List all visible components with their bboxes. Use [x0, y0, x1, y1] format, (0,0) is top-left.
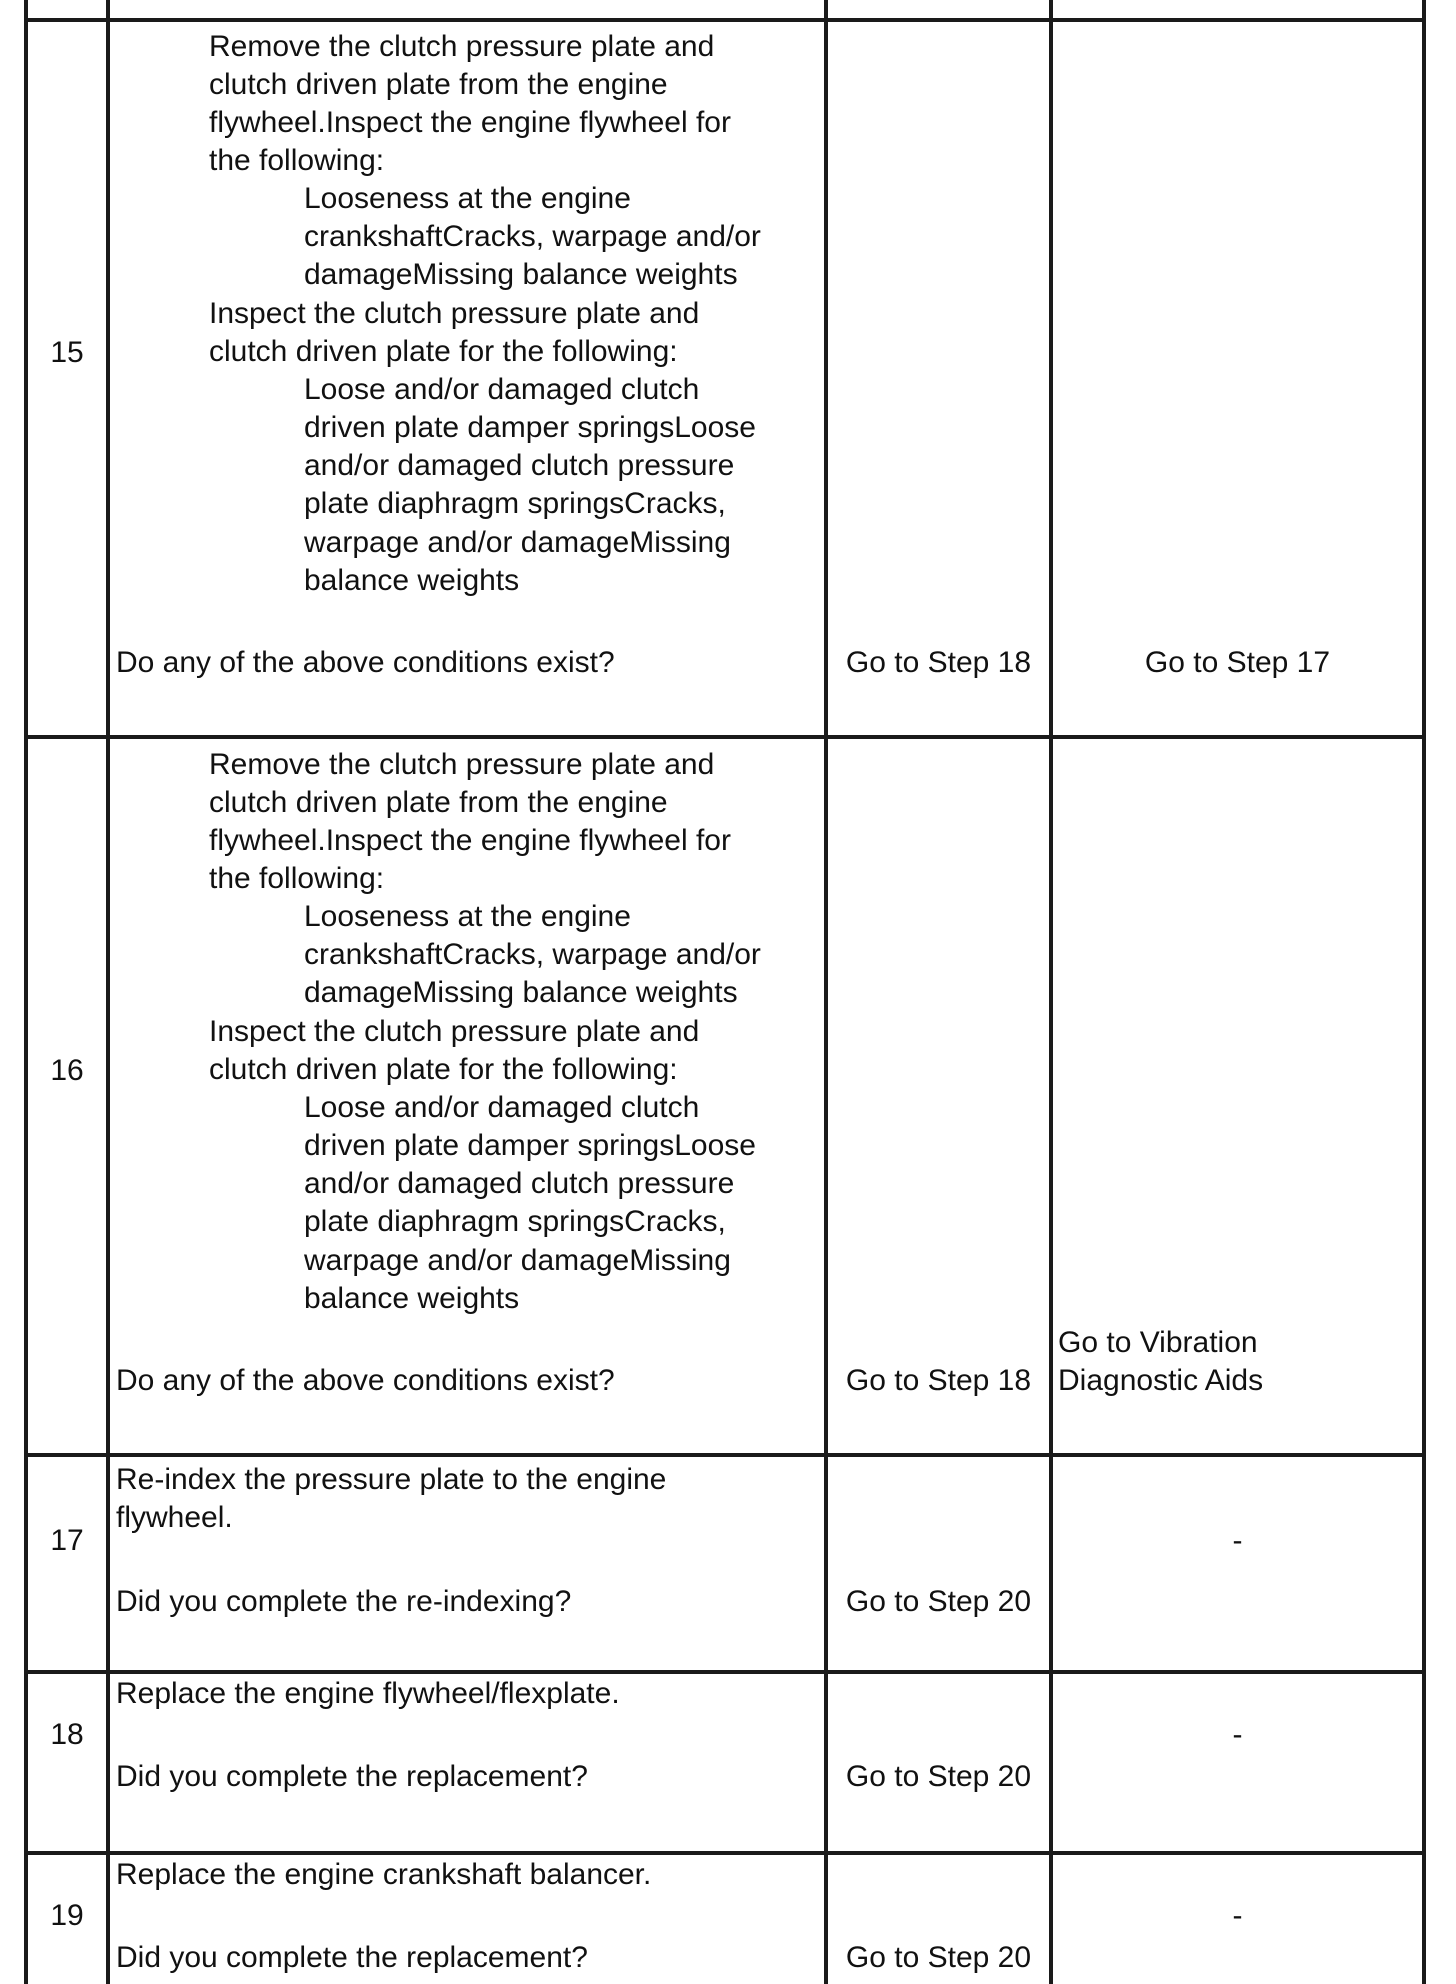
no-result: Go to Step 17 [1144, 646, 1331, 679]
action-text: Re-index the pressure plate to the engine [116, 1463, 667, 1496]
action-subitem: plate diaphragm springsCracks, [304, 1205, 726, 1238]
action-text: Remove the clutch pressure plate and [209, 748, 715, 781]
table-border-right [1422, 0, 1426, 1984]
no-result: - [1232, 1524, 1243, 1557]
action-subitem: Loose and/or damaged clutch [304, 373, 700, 406]
step-number: 19 [50, 1899, 84, 1932]
action-subitem: Looseness at the engine [304, 182, 631, 215]
action-text: clutch driven plate for the following: [209, 1053, 678, 1086]
action-subitem: warpage and/or damageMissing [304, 1244, 731, 1277]
question-text: Do any of the above conditions exist? [116, 646, 615, 679]
no-result: - [1232, 1899, 1243, 1932]
action-subitem: balance weights [304, 564, 520, 597]
yes-result: Go to Step 18 [845, 646, 1032, 679]
no-result: Diagnostic Aids [1058, 1364, 1264, 1397]
action-text: Inspect the clutch pressure plate and [209, 1015, 700, 1048]
action-text: Replace the engine flywheel/flexplate. [116, 1677, 620, 1710]
action-text: clutch driven plate from the engine [209, 786, 668, 819]
yes-result: Go to Step 20 [845, 1760, 1032, 1793]
question-text: Did you complete the replacement? [116, 1941, 588, 1974]
table-divider-action [824, 0, 828, 1984]
action-text: Replace the engine crankshaft balancer. [116, 1858, 652, 1891]
action-text: flywheel.Inspect the engine flywheel for [209, 824, 731, 857]
action-subitem: warpage and/or damageMissing [304, 526, 731, 559]
row-divider [24, 1851, 1426, 1855]
action-subitem: damageMissing balance weights [304, 258, 738, 291]
step-number: 17 [50, 1524, 84, 1557]
action-text: clutch driven plate for the following: [209, 335, 678, 368]
action-text: Inspect the clutch pressure plate and [209, 297, 700, 330]
action-text: flywheel. [116, 1501, 233, 1534]
step-number: 18 [50, 1718, 84, 1751]
row-divider [24, 1453, 1426, 1457]
action-text: flywheel.Inspect the engine flywheel for [209, 106, 731, 139]
action-subitem: crankshaftCracks, warpage and/or [304, 220, 761, 253]
action-text: Remove the clutch pressure plate and [209, 30, 715, 63]
action-text: clutch driven plate from the engine [209, 68, 668, 101]
row-divider [24, 1670, 1426, 1674]
action-subitem: Loose and/or damaged clutch [304, 1091, 700, 1124]
action-subitem: driven plate damper springsLoose [304, 411, 756, 444]
table-divider-step [106, 0, 110, 1984]
action-subitem: crankshaftCracks, warpage and/or [304, 938, 761, 971]
row-divider [24, 735, 1426, 739]
no-result: - [1232, 1718, 1243, 1751]
yes-result: Go to Step 20 [845, 1585, 1032, 1618]
no-result: Go to Vibration [1058, 1326, 1258, 1359]
row-divider [24, 18, 1426, 22]
yes-result: Go to Step 18 [845, 1364, 1032, 1397]
action-subitem: and/or damaged clutch pressure [304, 1167, 735, 1200]
action-subitem: and/or damaged clutch pressure [304, 449, 735, 482]
step-number: 16 [50, 1054, 84, 1087]
table-border-left [24, 0, 28, 1984]
question-text: Do any of the above conditions exist? [116, 1364, 615, 1397]
action-text: the following: [209, 144, 385, 177]
question-text: Did you complete the replacement? [116, 1760, 588, 1793]
action-subitem: plate diaphragm springsCracks, [304, 487, 726, 520]
action-text: the following: [209, 862, 385, 895]
action-subitem: balance weights [304, 1282, 520, 1315]
action-subitem: Looseness at the engine [304, 900, 631, 933]
action-subitem: driven plate damper springsLoose [304, 1129, 756, 1162]
table-divider-yes [1049, 0, 1053, 1984]
yes-result: Go to Step 20 [845, 1941, 1032, 1974]
action-subitem: damageMissing balance weights [304, 976, 738, 1009]
step-number: 15 [50, 336, 84, 369]
question-text: Did you complete the re-indexing? [116, 1585, 572, 1618]
